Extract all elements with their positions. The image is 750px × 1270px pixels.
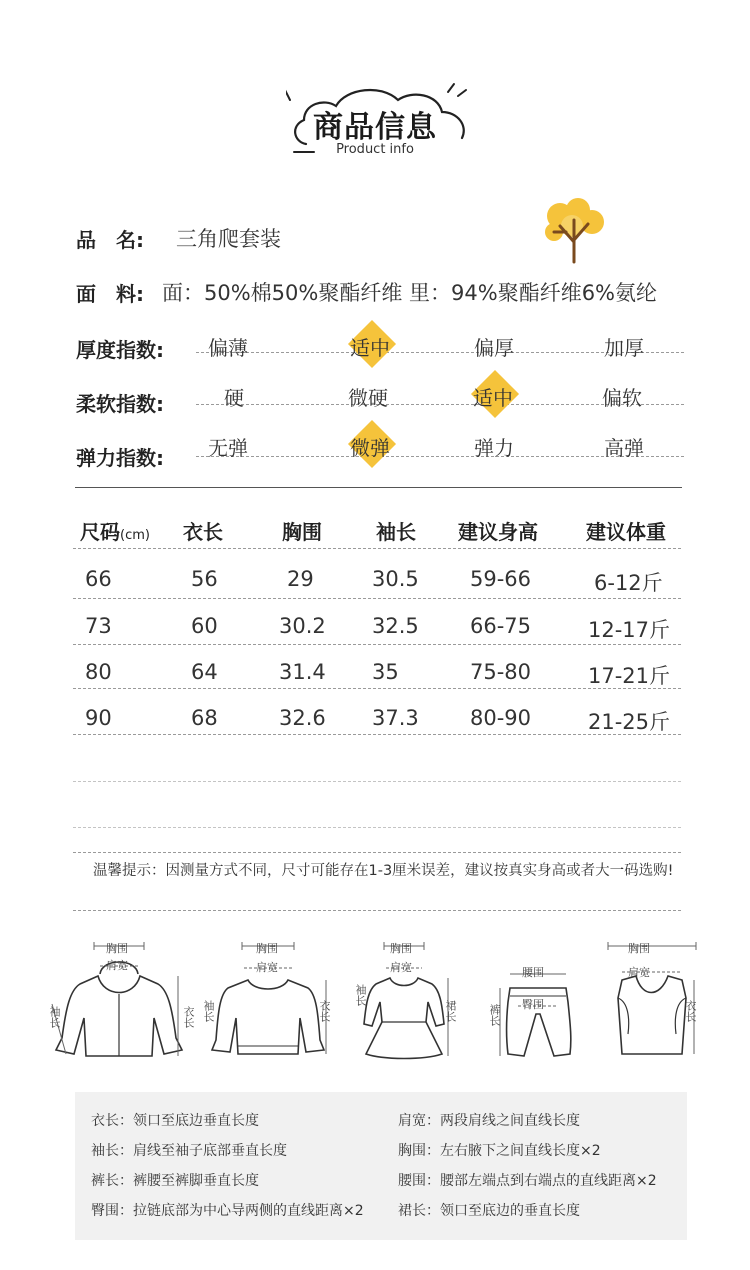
- cell-height: 59-66: [470, 567, 532, 591]
- definition-item: 臀围：拉链底部为中心导两侧的直线距离×2: [91, 1203, 364, 1219]
- elasticity-option-1: 无弹: [208, 436, 248, 460]
- vest-length-label: 衣长: [684, 1000, 697, 1022]
- jacket-chest-label: 胸围: [106, 942, 128, 955]
- table-rule: [73, 548, 681, 549]
- fabric-label: 面 料:: [76, 282, 144, 306]
- header-height: 建议身高: [458, 520, 538, 544]
- jacket-shoulder-label: 肩宽: [106, 959, 128, 972]
- cell-weight: 12-17斤: [588, 618, 671, 642]
- size-tip: 温馨提示：因测量方式不同，尺寸可能存在1-3厘米误差，建议按真实身高或者大一码选购!: [93, 863, 674, 879]
- cell-length: 56: [191, 567, 218, 591]
- thickness-option-1: 偏薄: [208, 336, 248, 360]
- cell-length: 68: [191, 706, 218, 730]
- section-divider: [75, 487, 682, 488]
- sweater-diagram: [198, 938, 338, 1068]
- tree-icon: [538, 196, 608, 266]
- cell-sleeve: 35: [372, 660, 399, 684]
- elasticity-option-2: 微弹: [350, 436, 390, 460]
- vest-shoulder-label: 肩宽: [628, 966, 650, 979]
- dress-shoulder-label: 肩宽: [390, 961, 412, 974]
- sweater-shoulder-label: 肩宽: [256, 961, 278, 974]
- cell-size: 66: [85, 567, 112, 591]
- cell-chest: 31.4: [279, 660, 326, 684]
- dress-diagram: [344, 938, 464, 1068]
- product-name-label: 品 名:: [76, 228, 144, 252]
- thickness-index-label: 厚度指数:: [76, 338, 164, 362]
- cell-weight: 21-25斤: [588, 710, 671, 734]
- tip-rule-top: [73, 852, 681, 853]
- table-rule: [73, 688, 681, 689]
- thickness-option-3: 偏厚: [474, 336, 514, 360]
- sweater-length-label: 衣长: [318, 1000, 331, 1022]
- cell-height: 66-75: [470, 614, 532, 638]
- cell-length: 64: [191, 660, 218, 684]
- jacket-diagram: [44, 938, 194, 1068]
- cell-size: 80: [85, 660, 112, 684]
- jacket-sleeve-label: 袖长: [48, 1006, 61, 1028]
- softness-option-1: 硬: [224, 386, 244, 410]
- dress-length-label: 裙长: [444, 1000, 457, 1022]
- softness-option-4: 偏软: [602, 386, 642, 410]
- cell-size: 90: [85, 706, 112, 730]
- pants-hip-label: 臀围: [522, 998, 544, 1011]
- pants-diagram: [482, 938, 592, 1068]
- cell-chest: 29: [287, 567, 314, 591]
- table-rule: [73, 781, 681, 782]
- table-rule: [73, 598, 681, 599]
- jacket-length-label: 衣长: [182, 1006, 195, 1028]
- definition-item: 腰围：腰部左端点到右端点的直线距离×2: [398, 1173, 657, 1189]
- cell-length: 60: [191, 614, 218, 638]
- tip-rule-bottom: [73, 910, 681, 911]
- vest-diagram: [598, 938, 708, 1068]
- softness-index-label: 柔软指数:: [76, 392, 164, 416]
- cell-chest: 32.6: [279, 706, 326, 730]
- cell-weight: 17-21斤: [588, 664, 671, 688]
- cell-chest: 30.2: [279, 614, 326, 638]
- section-title: 商品信息: [313, 110, 437, 145]
- cell-sleeve: 32.5: [372, 614, 419, 638]
- softness-option-2: 微硬: [348, 386, 388, 410]
- header-sleeve: 袖长: [376, 520, 416, 544]
- section-subtitle: Product info: [336, 142, 414, 157]
- header-size: 尺码(cm): [80, 520, 150, 544]
- definition-item: 袖长：肩线至袖子底部垂直长度: [91, 1143, 287, 1159]
- pants-waist-label: 腰围: [522, 966, 544, 979]
- definition-item: 衣长：领口至底边垂直长度: [91, 1113, 259, 1129]
- elasticity-option-4: 高弹: [604, 436, 644, 460]
- fabric-value: 面：50%棉50%聚酯纤维 里：94%聚酯纤维6%氨纶: [162, 281, 658, 305]
- elasticity-index-label: 弹力指数:: [76, 446, 164, 470]
- header-chest: 胸围: [282, 520, 322, 544]
- definition-item: 胸围：左右腋下之间直线长度×2: [398, 1143, 601, 1159]
- cell-sleeve: 30.5: [372, 567, 419, 591]
- definition-item: 裙长：领口至底边的垂直长度: [398, 1203, 580, 1219]
- softness-option-3: 适中: [473, 386, 513, 410]
- vest-chest-label: 胸围: [628, 942, 650, 955]
- table-rule: [73, 827, 681, 828]
- cell-size: 73: [85, 614, 112, 638]
- product-name-value: 三角爬套装: [176, 227, 281, 251]
- definition-item: 肩宽：两段肩线之间直线长度: [398, 1113, 580, 1129]
- pants-length-label: 裤长: [488, 1004, 501, 1026]
- cell-sleeve: 37.3: [372, 706, 419, 730]
- table-rule: [73, 644, 681, 645]
- elasticity-option-3: 弹力: [474, 436, 514, 460]
- header-length: 衣长: [183, 520, 223, 544]
- header-weight: 建议体重: [586, 520, 666, 544]
- header-unit: (cm): [120, 528, 150, 543]
- cell-height: 75-80: [470, 660, 532, 684]
- thickness-option-2: 适中: [350, 336, 390, 360]
- measurement-definitions: [75, 1092, 687, 1240]
- dress-sleeve-label: 袖长: [354, 984, 367, 1006]
- definition-item: 裤长：裤腰至裤脚垂直长度: [91, 1173, 259, 1189]
- table-rule: [73, 734, 681, 735]
- cell-weight: 6-12斤: [594, 571, 663, 595]
- cell-height: 80-90: [470, 706, 532, 730]
- sweater-sleeve-label: 袖长: [202, 1000, 215, 1022]
- thickness-option-4: 加厚: [604, 336, 644, 360]
- dress-chest-label: 胸围: [390, 942, 412, 955]
- sweater-chest-label: 胸围: [256, 942, 278, 955]
